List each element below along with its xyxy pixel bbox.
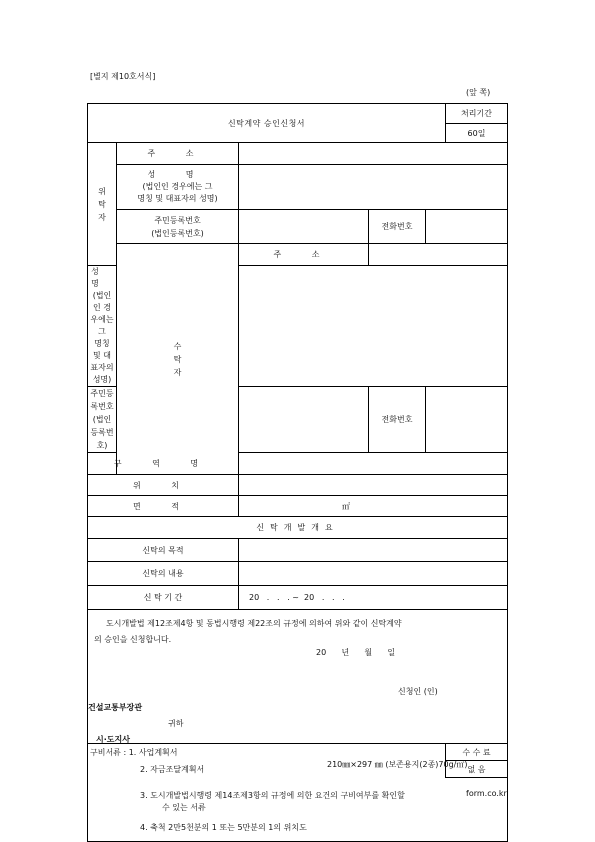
trustor-address-field[interactable] — [239, 143, 508, 165]
trustor-group-label: 위 탁 자 — [88, 143, 117, 266]
recipient-governor: 시·도지사 — [96, 735, 130, 744]
attachment-items-rest — [88, 778, 508, 842]
zone-name-field[interactable] — [239, 453, 508, 475]
area-size-label: 면 적 — [88, 496, 239, 517]
location-label: 위 치 — [88, 475, 239, 496]
fee-label: 수 수 료 — [446, 744, 508, 761]
recipient-suffix: 귀하 — [168, 719, 184, 728]
site-watermark: form.co.kr — [466, 789, 507, 798]
declaration-block — [88, 610, 508, 744]
trust-content-label: 신탁의 내용 — [88, 562, 239, 586]
trustee-address-field[interactable] — [369, 244, 508, 266]
attachment-item-3: 3. 도시개발법시행령 제14조제3항의 규정에 의한 요건의 구비여부를 확인할 — [140, 791, 405, 800]
page-side-label: (앞 쪽) — [466, 88, 491, 97]
fee-value: 없 음 — [446, 761, 508, 778]
paper-size-note: 210㎜×297 ㎜ (보존용지(2종)70g/㎡) — [327, 760, 468, 769]
location-field[interactable] — [239, 475, 508, 496]
trustee-group-label: 수 탁 자 — [117, 244, 239, 475]
trust-content-field[interactable] — [239, 562, 508, 586]
recipient-minister: 건설교통부장관 — [88, 703, 143, 712]
trust-period-field[interactable]: 20 . . . ~ 20 . . . — [239, 586, 508, 610]
form-title: 신탁계약 승인신청서 — [88, 104, 446, 143]
attachment-item-2: 2. 자금조달계획서 — [88, 761, 446, 778]
trustee-name-field[interactable] — [239, 266, 508, 387]
area-size-field[interactable] — [239, 496, 508, 517]
trustee-id-label: 주민등록번호 (법인등록번호) — [88, 387, 117, 453]
trustor-id-label: 주민등록번호 (법인등록번호) — [117, 210, 239, 244]
area-size-unit: ㎡ — [342, 501, 350, 511]
application-form — [87, 103, 508, 842]
applicant-signature: 신청인 (인) — [398, 687, 438, 696]
processing-period-value: 60일 — [446, 124, 508, 143]
attachment-item-4: 4. 축척 2만5천분의 1 또는 5만분의 1의 위치도 — [140, 823, 307, 832]
trustee-phone-label: 전화번호 — [369, 387, 426, 453]
trust-purpose-label: 신탁의 목적 — [88, 539, 239, 562]
zone-name-label: 구 역 명 — [88, 453, 239, 475]
overview-heading: 신탁개발개요 — [88, 517, 508, 539]
trustor-name-label: 성 명 (법인인 경우에는 그 명칭 및 대표자의 성명) — [117, 165, 239, 210]
attachment-item-3-cont: 수 있는 서류 — [162, 803, 206, 812]
attachment-item-1: 구비서류 : 1. 사업계획서 — [88, 744, 446, 761]
declaration-text-2: 의 승인을 신청합니다. — [94, 635, 172, 644]
trustee-id-field[interactable] — [239, 387, 369, 453]
trustee-address-label: 주 소 — [239, 244, 369, 266]
form-reference: [별지 제10호서식] — [90, 72, 156, 81]
application-date: 20 년 월 일 — [316, 648, 396, 657]
processing-period-label: 처리기간 — [446, 104, 508, 124]
trustee-phone-field[interactable] — [426, 387, 508, 453]
trustor-address-label: 주 소 — [117, 143, 239, 165]
trustor-phone-label: 전화번호 — [369, 210, 426, 244]
trustor-id-field[interactable] — [239, 210, 369, 244]
trustor-phone-field[interactable] — [426, 210, 508, 244]
trustor-name-field[interactable] — [239, 165, 508, 210]
trustee-name-label: 성 명 (법인인 경우에는 그 명칭 및 대표자의 성명) — [88, 266, 117, 387]
trust-purpose-field[interactable] — [239, 539, 508, 562]
trust-period-label: 신 탁 기 간 — [88, 586, 239, 610]
declaration-text-1: 도시개발법 제12조제4항 및 동법시행령 제22조의 규정에 의하여 위와 같이 신탁계약 — [106, 619, 402, 628]
